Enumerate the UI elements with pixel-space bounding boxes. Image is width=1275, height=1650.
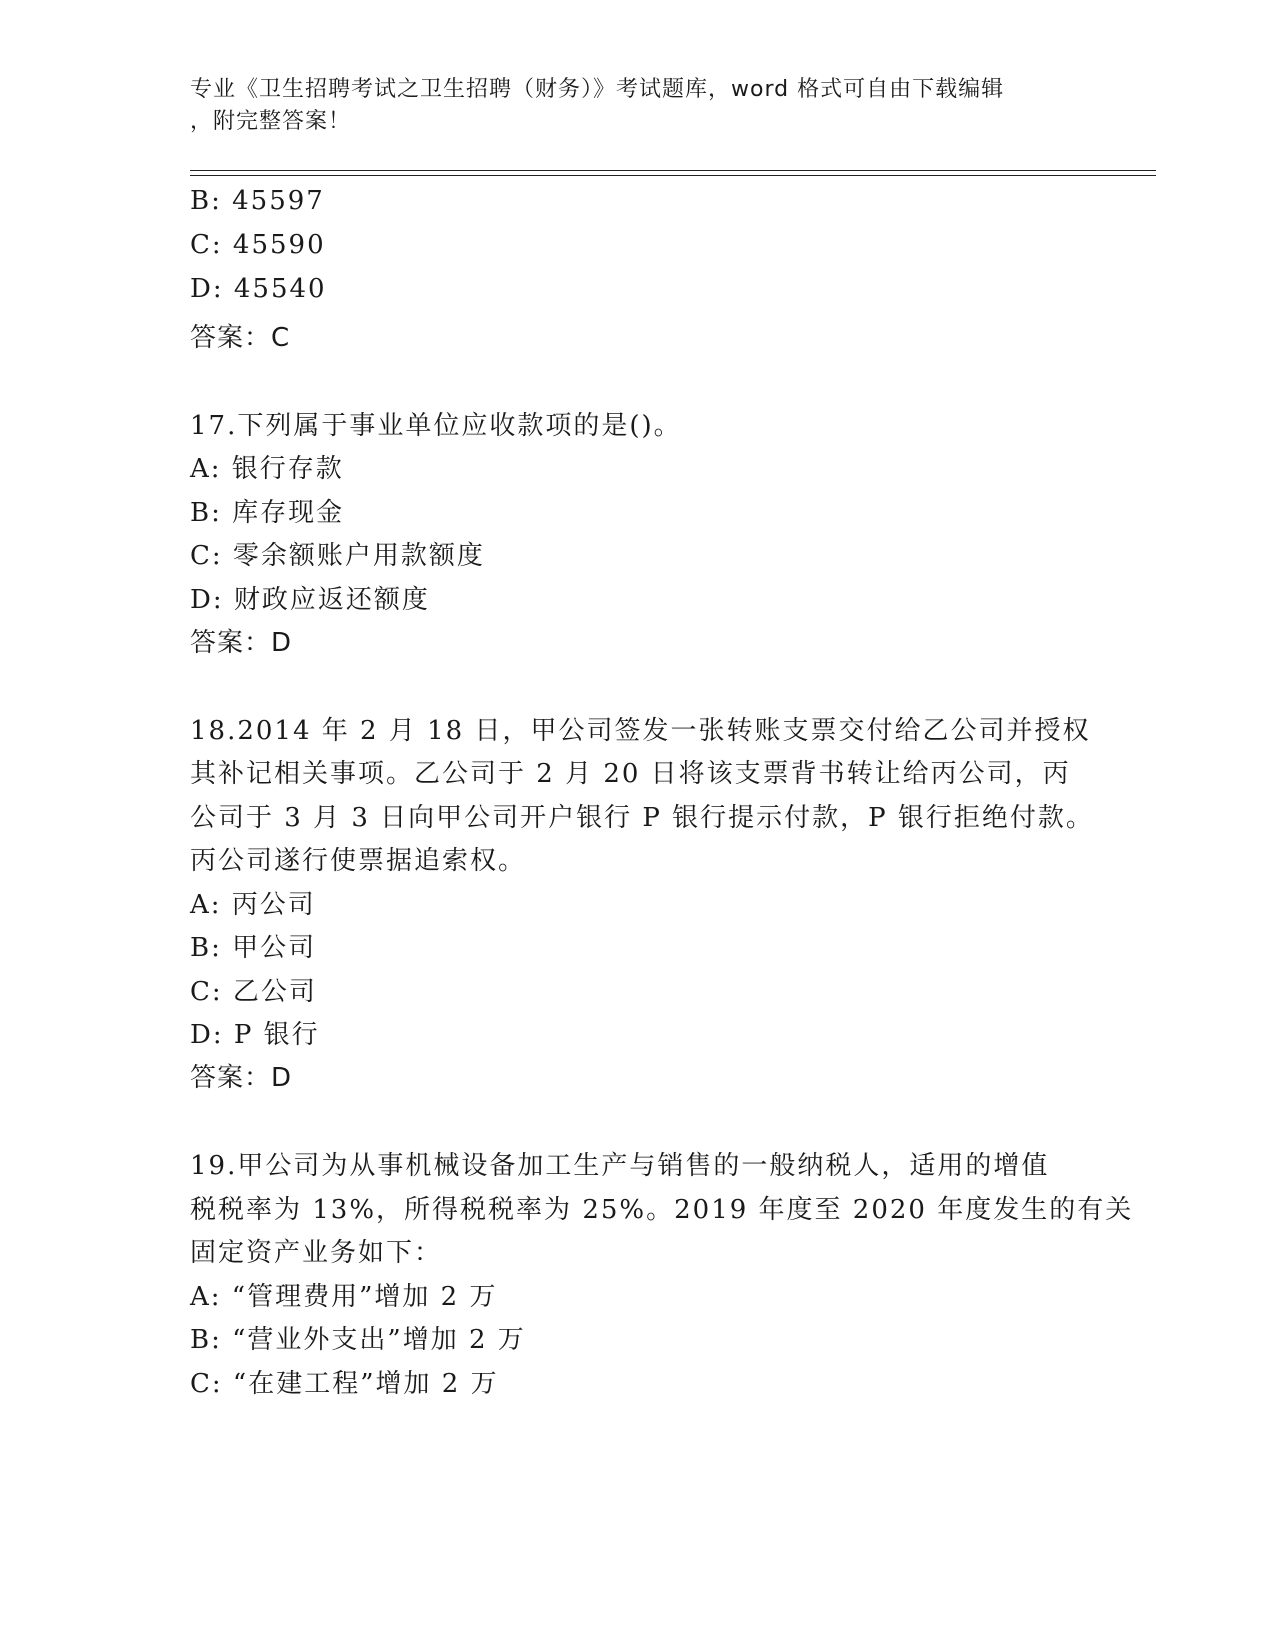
q19-stem-line-2: 税税率为 13%，所得税税率为 25%。2019 年度至 2020 年度发生的有关 [190, 1195, 1134, 1225]
q17-stem: 17.下列属于事业单位应收款项的是()。 [190, 411, 682, 441]
q16-option-c: C: 45590 [190, 230, 326, 260]
q19-option-c: C: “在建工程”增加 2 万 [190, 1369, 499, 1399]
q16-answer: 答案：C [190, 323, 291, 353]
q19-stem-line-1: 19.甲公司为从事机械设备加工生产与销售的一般纳税人，适用的增值 [190, 1151, 1050, 1181]
q19-option-a: A: “管理费用”增加 2 万 [190, 1282, 498, 1312]
q17-option-a: A: 银行存款 [190, 454, 344, 484]
header-divider-top [190, 170, 1156, 171]
q17-answer: 答案：D [190, 628, 293, 658]
document-header [190, 74, 1090, 138]
q16-option-d: D: 45540 [190, 274, 327, 304]
q19-stem-line-3: 固定资产业务如下： [190, 1238, 443, 1268]
q18-answer: 答案：D [190, 1063, 293, 1093]
q18-option-d: D: P 银行 [190, 1020, 320, 1050]
q17-option-b: B: 库存现金 [190, 498, 345, 528]
header-line-1: 专业《卫生招聘考试之卫生招聘（财务）》考试题库，word 格式可自由下载编辑 [190, 77, 1005, 102]
q18-option-a: A: 丙公司 [190, 890, 316, 920]
q18-stem-line-2: 其补记相关事项。乙公司于 2 月 20 日将该支票背书转让给丙公司，丙 [190, 759, 1071, 789]
header-line-2: ，附完整答案！ [190, 109, 352, 134]
q17-option-d: D: 财政应返还额度 [190, 585, 430, 615]
q18-stem-line-4: 丙公司遂行使票据追索权。 [190, 846, 527, 876]
q16-option-b: B: 45597 [190, 186, 325, 216]
q18-stem-line-1: 18.2014 年 2 月 18 日，甲公司签发一张转账支票交付给乙公司并授权 [190, 716, 1091, 746]
q17-option-c: C: 零余额账户用款额度 [190, 541, 485, 571]
q19-option-b: B: “营业外支出”增加 2 万 [190, 1325, 526, 1355]
q18-option-b: B: 甲公司 [190, 933, 317, 963]
header-divider-bottom [190, 175, 1156, 176]
q18-option-c: C: 乙公司 [190, 977, 317, 1007]
q18-stem-line-3: 公司于 3 月 3 日向甲公司开户银行 P 银行提示付款，P 银行拒绝付款。 [190, 803, 1094, 833]
